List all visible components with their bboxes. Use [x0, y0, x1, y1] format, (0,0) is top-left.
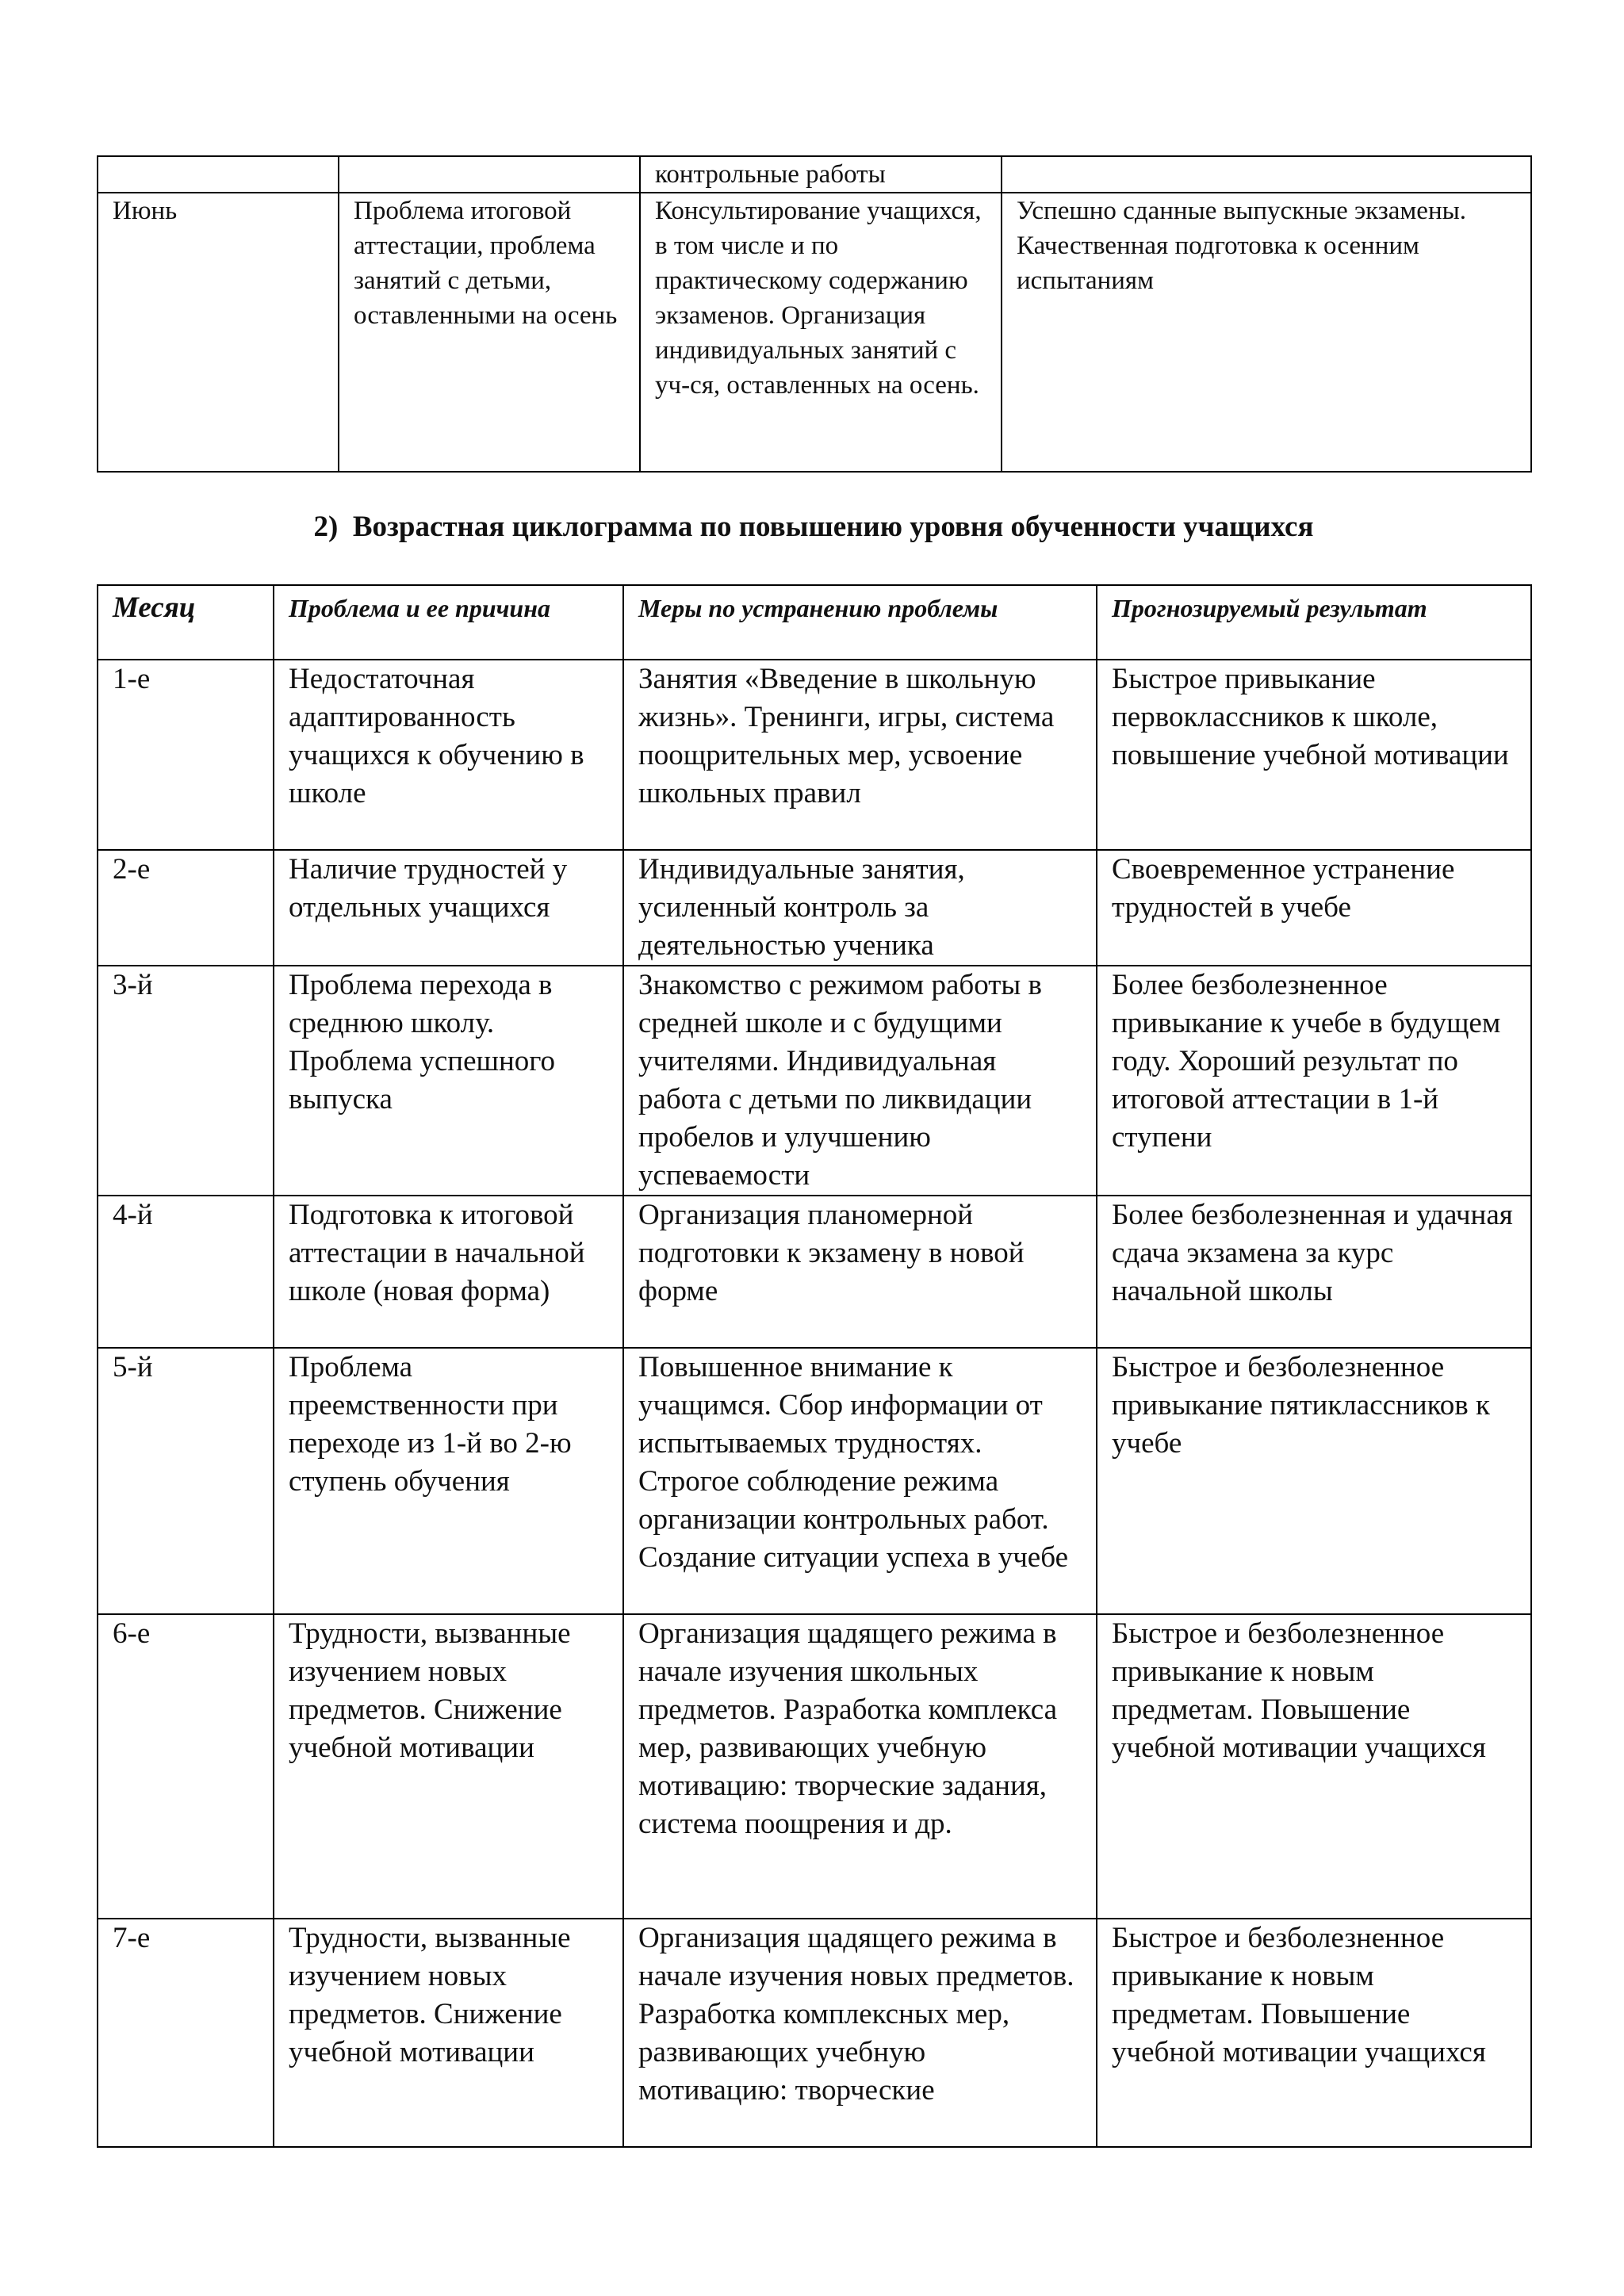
- table-row: [98, 850, 1531, 966]
- table-cell: Более безболезненное привыкание к учебе в будущем году. Хороший результат по итоговой аттестации в 1-й ступени: [1097, 966, 1531, 1196]
- table-cell: контрольные работы: [640, 156, 1002, 193]
- table-cell: Индивидуальные занятия, усиленный контроль за деятельностью ученика: [623, 850, 1097, 966]
- table-cell: Трудности, вызванные изучением новых предметов. Снижение учебной мотивации: [274, 1919, 623, 2147]
- table-cell: Организация щадящего режима в начале изучения новых предметов. Разработка комплексных мер, развивающих учебную мотивацию: творческие: [623, 1919, 1097, 2147]
- table-cell: 7-е: [98, 1919, 274, 2147]
- table-cell: Проблема преемственности при переходе из 1-й во 2-ю ступень обучения: [274, 1348, 623, 1614]
- table-row: [98, 966, 1531, 1196]
- table-cell: Повышенное внимание к учащимся. Сбор информации от испытываемых трудностях. Строгое соблюдение режима организации контрольных работ. Создание ситуации успеха в учебе: [623, 1348, 1097, 1614]
- table-cell: Быстрое и безболезненное привыкание к новым предметам. Повышение учебной мотивации учащихся: [1097, 1919, 1531, 2147]
- table-row: [98, 1348, 1531, 1614]
- table-cell: Наличие трудностей у отдельных учащихся: [274, 850, 623, 966]
- column-header-measures: Меры по устранению проблемы: [623, 585, 1097, 660]
- table-row: [98, 1614, 1531, 1919]
- table-cell: Занятия «Введение в школьную жизнь». Тренинги, игры, система поощрительных мер, усвоение школьных правил: [623, 660, 1097, 850]
- column-header-problem: Проблема и ее причина: [274, 585, 623, 660]
- table-cell: 2-е: [98, 850, 274, 966]
- table-cell: Быстрое привыкание первоклассников к школе, повышение учебной мотивации: [1097, 660, 1531, 850]
- table-cell: Быстрое и безболезненное привыкание пятиклассников к учебе: [1097, 1348, 1531, 1614]
- table-cell: Более безболезненная и удачная сдача экзамена за курс начальной школы: [1097, 1196, 1531, 1348]
- table-row: [98, 156, 1531, 193]
- table-cell: Успешно сданные выпускные экзамены. Качественная подготовка к осенним испытаниям: [1002, 193, 1531, 472]
- table-cell: 4-й: [98, 1196, 274, 1348]
- table-cell: [339, 156, 640, 193]
- table-cell: Организация щадящего режима в начале изучения школьных предметов. Разработка комплекса мер, развивающих учебную мотивацию: творческие задания, система поощрения и др.: [623, 1614, 1097, 1919]
- table-row: [98, 1196, 1531, 1348]
- table-cell: Организация планомерной подготовки к экзамену в новой форме: [623, 1196, 1097, 1348]
- table-cell: 6-е: [98, 1614, 274, 1919]
- table-cell: Июнь: [98, 193, 339, 472]
- table-row: [98, 193, 1531, 472]
- table-cell: Подготовка к итоговой аттестации в начальной школе (новая форма): [274, 1196, 623, 1348]
- table-cell: Проблема итоговой аттестации, проблема занятий с детьми, оставленными на осень: [339, 193, 640, 472]
- column-header-result: Прогнозируемый результат: [1097, 585, 1531, 660]
- table-cell: Быстрое и безболезненное привыкание к новым предметам. Повышение учебной мотивации учащихся: [1097, 1614, 1531, 1919]
- table-cell: [98, 156, 339, 193]
- table-cell: Проблема перехода в среднюю школу. Проблема успешного выпуска: [274, 966, 623, 1196]
- table-continuation: [97, 155, 1532, 473]
- section-heading: 2) Возрастная циклограмма по повышению уровня обученности учащихся: [313, 511, 1314, 543]
- table-cell: 1-е: [98, 660, 274, 850]
- table-header-row: [98, 585, 1531, 660]
- table-cell: Своевременное устранение трудностей в учебе: [1097, 850, 1531, 966]
- table-cell: 3-й: [98, 966, 274, 1196]
- column-header-month: Месяц: [98, 585, 274, 660]
- table-cell: Знакомство с режимом работы в средней школе и с будущими учителями. Индивидуальная работа с детьми по ликвидации пробелов и улучшению успеваемости: [623, 966, 1097, 1196]
- table-cell: 5-й: [98, 1348, 274, 1614]
- table-cell: Недостаточная адаптированность учащихся к обучению в школе: [274, 660, 623, 850]
- table-cell: Трудности, вызванные изучением новых предметов. Снижение учебной мотивации: [274, 1614, 623, 1919]
- table-cell: [1002, 156, 1531, 193]
- table-cell: Консультирование учащихся, в том числе и по практическому содержанию экзаменов. Организация индивидуальных занятий с уч-ся, оставленных на осень.: [640, 193, 1002, 472]
- table-row: [98, 1919, 1531, 2147]
- table-row: [98, 660, 1531, 850]
- cyclogram-table: [97, 584, 1532, 2148]
